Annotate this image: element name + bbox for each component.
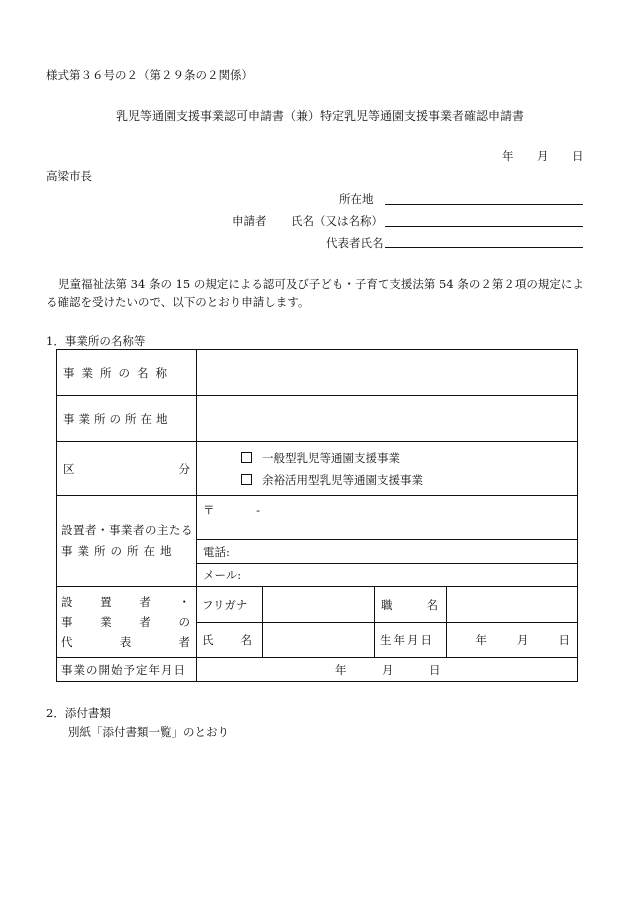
- main-office-label: 設置者・事業者の主たる 事業所の所在地: [57, 496, 197, 587]
- category-label: 区 分: [57, 442, 197, 496]
- birthdate-field[interactable]: 年 月 日: [447, 623, 578, 658]
- document-title: 乳児等通園支援事業認可申請書（兼）特定乳児等通園支援事業者確認申請書: [116, 109, 525, 123]
- phone-field[interactable]: [197, 540, 578, 564]
- body-text-line-2: る確認を受けたいので、以下のとおり申請します。: [46, 295, 310, 309]
- operator-label: 設 置 者 ・ 事 業 者 の 代 表 者: [57, 587, 197, 658]
- facility-name-field[interactable]: [197, 350, 578, 396]
- option-general[interactable]: 一般型乳児等通園支援事業: [241, 447, 577, 469]
- date-month: 月: [537, 149, 549, 163]
- category-options: [197, 442, 578, 496]
- name-field-cell[interactable]: [263, 623, 375, 658]
- address-label: 所在地: [339, 192, 374, 206]
- start-date-field[interactable]: 年 月 日: [197, 658, 578, 682]
- start-date-label: 事業の開始予定年月日: [57, 658, 197, 682]
- date-day: 日: [572, 149, 584, 163]
- email-field[interactable]: [197, 564, 578, 587]
- facility-name-label: 事業所の名称: [57, 350, 197, 396]
- name-field[interactable]: [385, 226, 583, 227]
- name-label: 氏名（又は名称）: [291, 214, 383, 228]
- furigana-label: フリガナ: [197, 587, 263, 623]
- address-field[interactable]: [385, 204, 583, 205]
- position-field[interactable]: [447, 587, 578, 623]
- rep-field[interactable]: [385, 247, 583, 248]
- facility-address-field[interactable]: [197, 396, 578, 442]
- attachment-text: 別紙「添付書類一覧」のとおり: [68, 725, 229, 739]
- body-text-line-1: 児童福祉法第 34 条の 15 の規定による認可及び子ども・子育て支援法第 54 条の２第２項の規定によ: [58, 277, 584, 291]
- furigana-field[interactable]: [263, 587, 375, 623]
- postal-mark: 〒: [203, 503, 215, 517]
- checkbox-icon[interactable]: [241, 474, 252, 485]
- date-year: 年: [502, 149, 514, 163]
- postal-field[interactable]: [197, 496, 578, 540]
- birthdate-label: 生年月日: [375, 623, 447, 658]
- section2-heading: 2．添付書類: [46, 706, 111, 720]
- position-label: 職 名: [375, 587, 447, 623]
- section1-heading: 1．事業所の名称等: [46, 334, 146, 348]
- applicant-label: 申請者: [232, 214, 267, 228]
- phone-label: 電話:: [203, 544, 230, 559]
- facility-address-label: 事業所の所在地: [57, 396, 197, 442]
- facility-table: [56, 349, 578, 682]
- postal-dash: -: [256, 503, 261, 517]
- email-label: メール:: [203, 568, 242, 582]
- form-number: 様式第３６号の２（第２９条の２関係）: [46, 68, 253, 82]
- name-label-cell: 氏 名: [197, 623, 263, 658]
- checkbox-icon[interactable]: [241, 452, 252, 463]
- option-surplus[interactable]: 余裕活用型乳児等通園支援事業: [241, 469, 577, 491]
- addressee: 高梁市長: [46, 169, 92, 183]
- rep-label: 代表者氏名: [326, 236, 384, 250]
